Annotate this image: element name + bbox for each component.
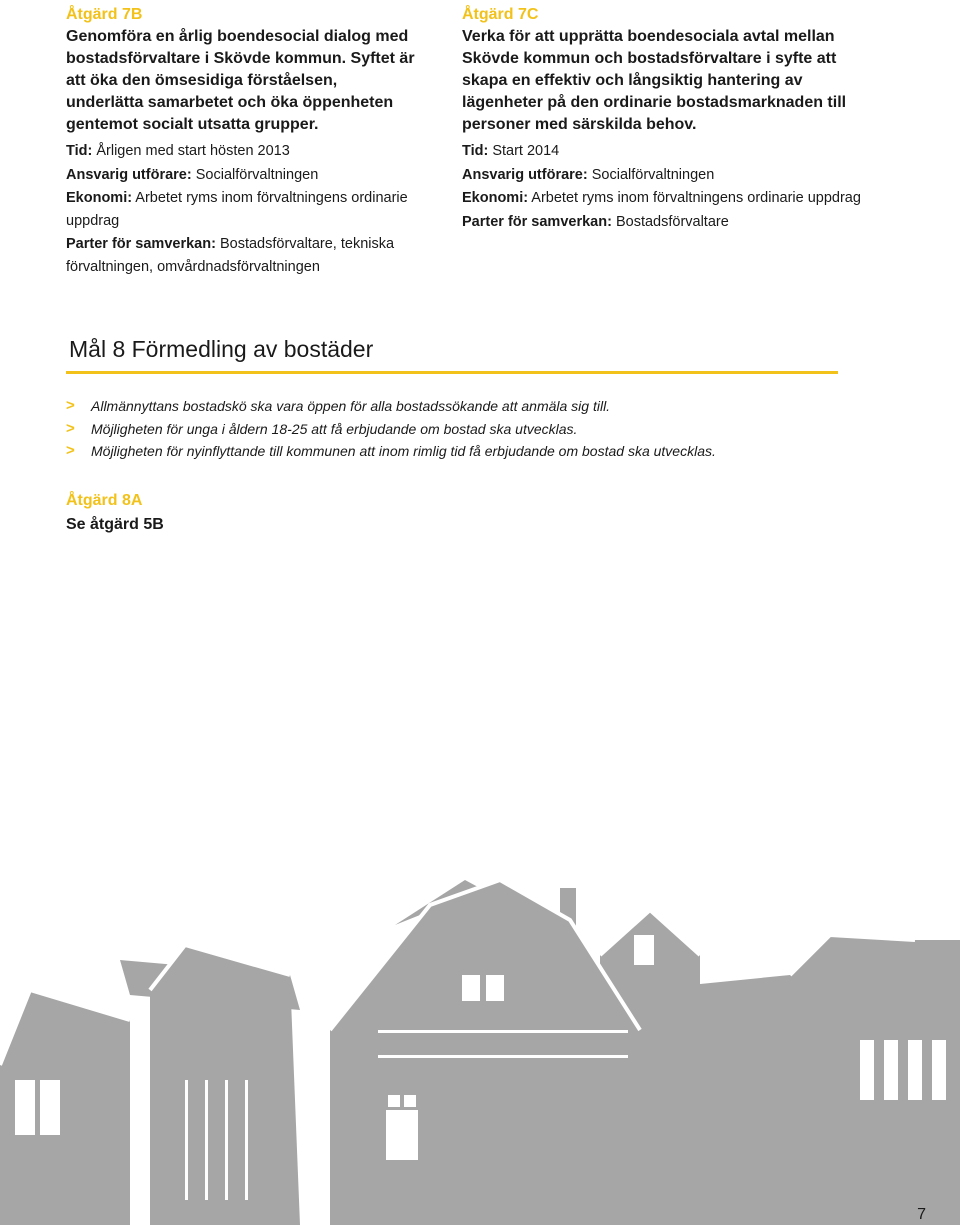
action-8a-reference: Se åtgärd 5B (66, 516, 164, 533)
action-7c-section (462, 4, 862, 234)
action-7b-heading: Åtgärd 7B (66, 6, 143, 23)
action-7b-intro: Genomföra en årlig boendesocial dialog med bostadsförvaltare i Skövde kommun. Syftet är att öka den ömsesidiga förståelsen, underlätta samarbetet och öka öppenheten gentemot socialt utsatta grupper. (66, 28, 415, 133)
action-7b-ekonomi (66, 187, 416, 232)
goal-divider (66, 371, 838, 374)
action-7c-parter (462, 211, 862, 234)
list-item (66, 418, 886, 441)
tid-value: Årligen med start hösten 2013 (96, 143, 290, 159)
ansvarig-label: Ansvarig utförare: (462, 166, 588, 183)
parter-value: Bostadsförvaltare (615, 213, 729, 230)
action-7c-intro: Verka för att upprätta boendesociala avtal mellan Skövde kommun och bostadsförvaltare i syfte att skapa en effektiv och långsiktig hantering av lägenheter på den ordinarie bostadsmarknaden till personer med särskilda behov. (462, 28, 847, 133)
chevron-right-icon: > (66, 419, 75, 437)
list-item (66, 440, 886, 463)
ekonomi-value: Arbetet ryms inom förvaltningens ordinarie uppdrag (66, 190, 408, 229)
action-7c-tid (462, 140, 862, 163)
chevron-right-icon: > (66, 397, 75, 414)
ansvarig-value: Socialförvaltningen (195, 166, 319, 183)
action-7b-ansvarig (66, 164, 416, 187)
action-7b-tid (66, 140, 416, 163)
goal-8-title: Mål 8 Förmedling av bostäder (69, 336, 374, 362)
action-7b-parter (66, 233, 416, 278)
parter-value: Bostadsförvaltare, tekniska förvaltningen, omvårdnadsförvaltningen (66, 236, 395, 275)
action-7c-heading: Åtgärd 7C (462, 6, 539, 23)
page-number: 7 (917, 1206, 926, 1223)
chevron-right-icon: > (66, 442, 75, 459)
ekonomi-label: Ekonomi: (462, 190, 529, 206)
ekonomi-label: Ekonomi: (66, 190, 133, 206)
tid-label: Tid: (66, 143, 93, 159)
parter-label: Parter för samverkan: (66, 236, 216, 252)
ansvarig-label: Ansvarig utförare: (66, 166, 192, 183)
tid-value: Start 2014 (492, 143, 560, 159)
action-8a-section (66, 490, 164, 536)
action-8a-heading: Åtgärd 8A (66, 492, 143, 509)
parter-label: Parter för samverkan: (462, 213, 612, 230)
list-item (66, 395, 886, 418)
goal-8-header (66, 334, 838, 374)
ansvarig-value: Socialförvaltningen (591, 166, 715, 183)
bullet-text: Allmännyttans bostadskö ska vara öppen för alla bostadssökande att anmäla sig till. (91, 398, 611, 414)
tid-label: Tid: (462, 143, 489, 159)
action-7c-ekonomi (462, 187, 862, 210)
ekonomi-value: Arbetet ryms inom förvaltningens ordinarie uppdrag (531, 190, 861, 206)
bullet-text: Möjligheten för nyinflyttande till kommunen att inom rimlig tid få erbjudande om bostad ska utvecklas. (91, 443, 716, 459)
bullet-text: Möjligheten för unga i åldern 18-25 att få erbjudande om bostad ska utvecklas. (91, 420, 578, 437)
action-7c-ansvarig (462, 164, 862, 187)
houses-illustration (0, 880, 960, 1225)
goal-8-bullet-list (66, 395, 886, 463)
action-7b-section (66, 4, 416, 279)
